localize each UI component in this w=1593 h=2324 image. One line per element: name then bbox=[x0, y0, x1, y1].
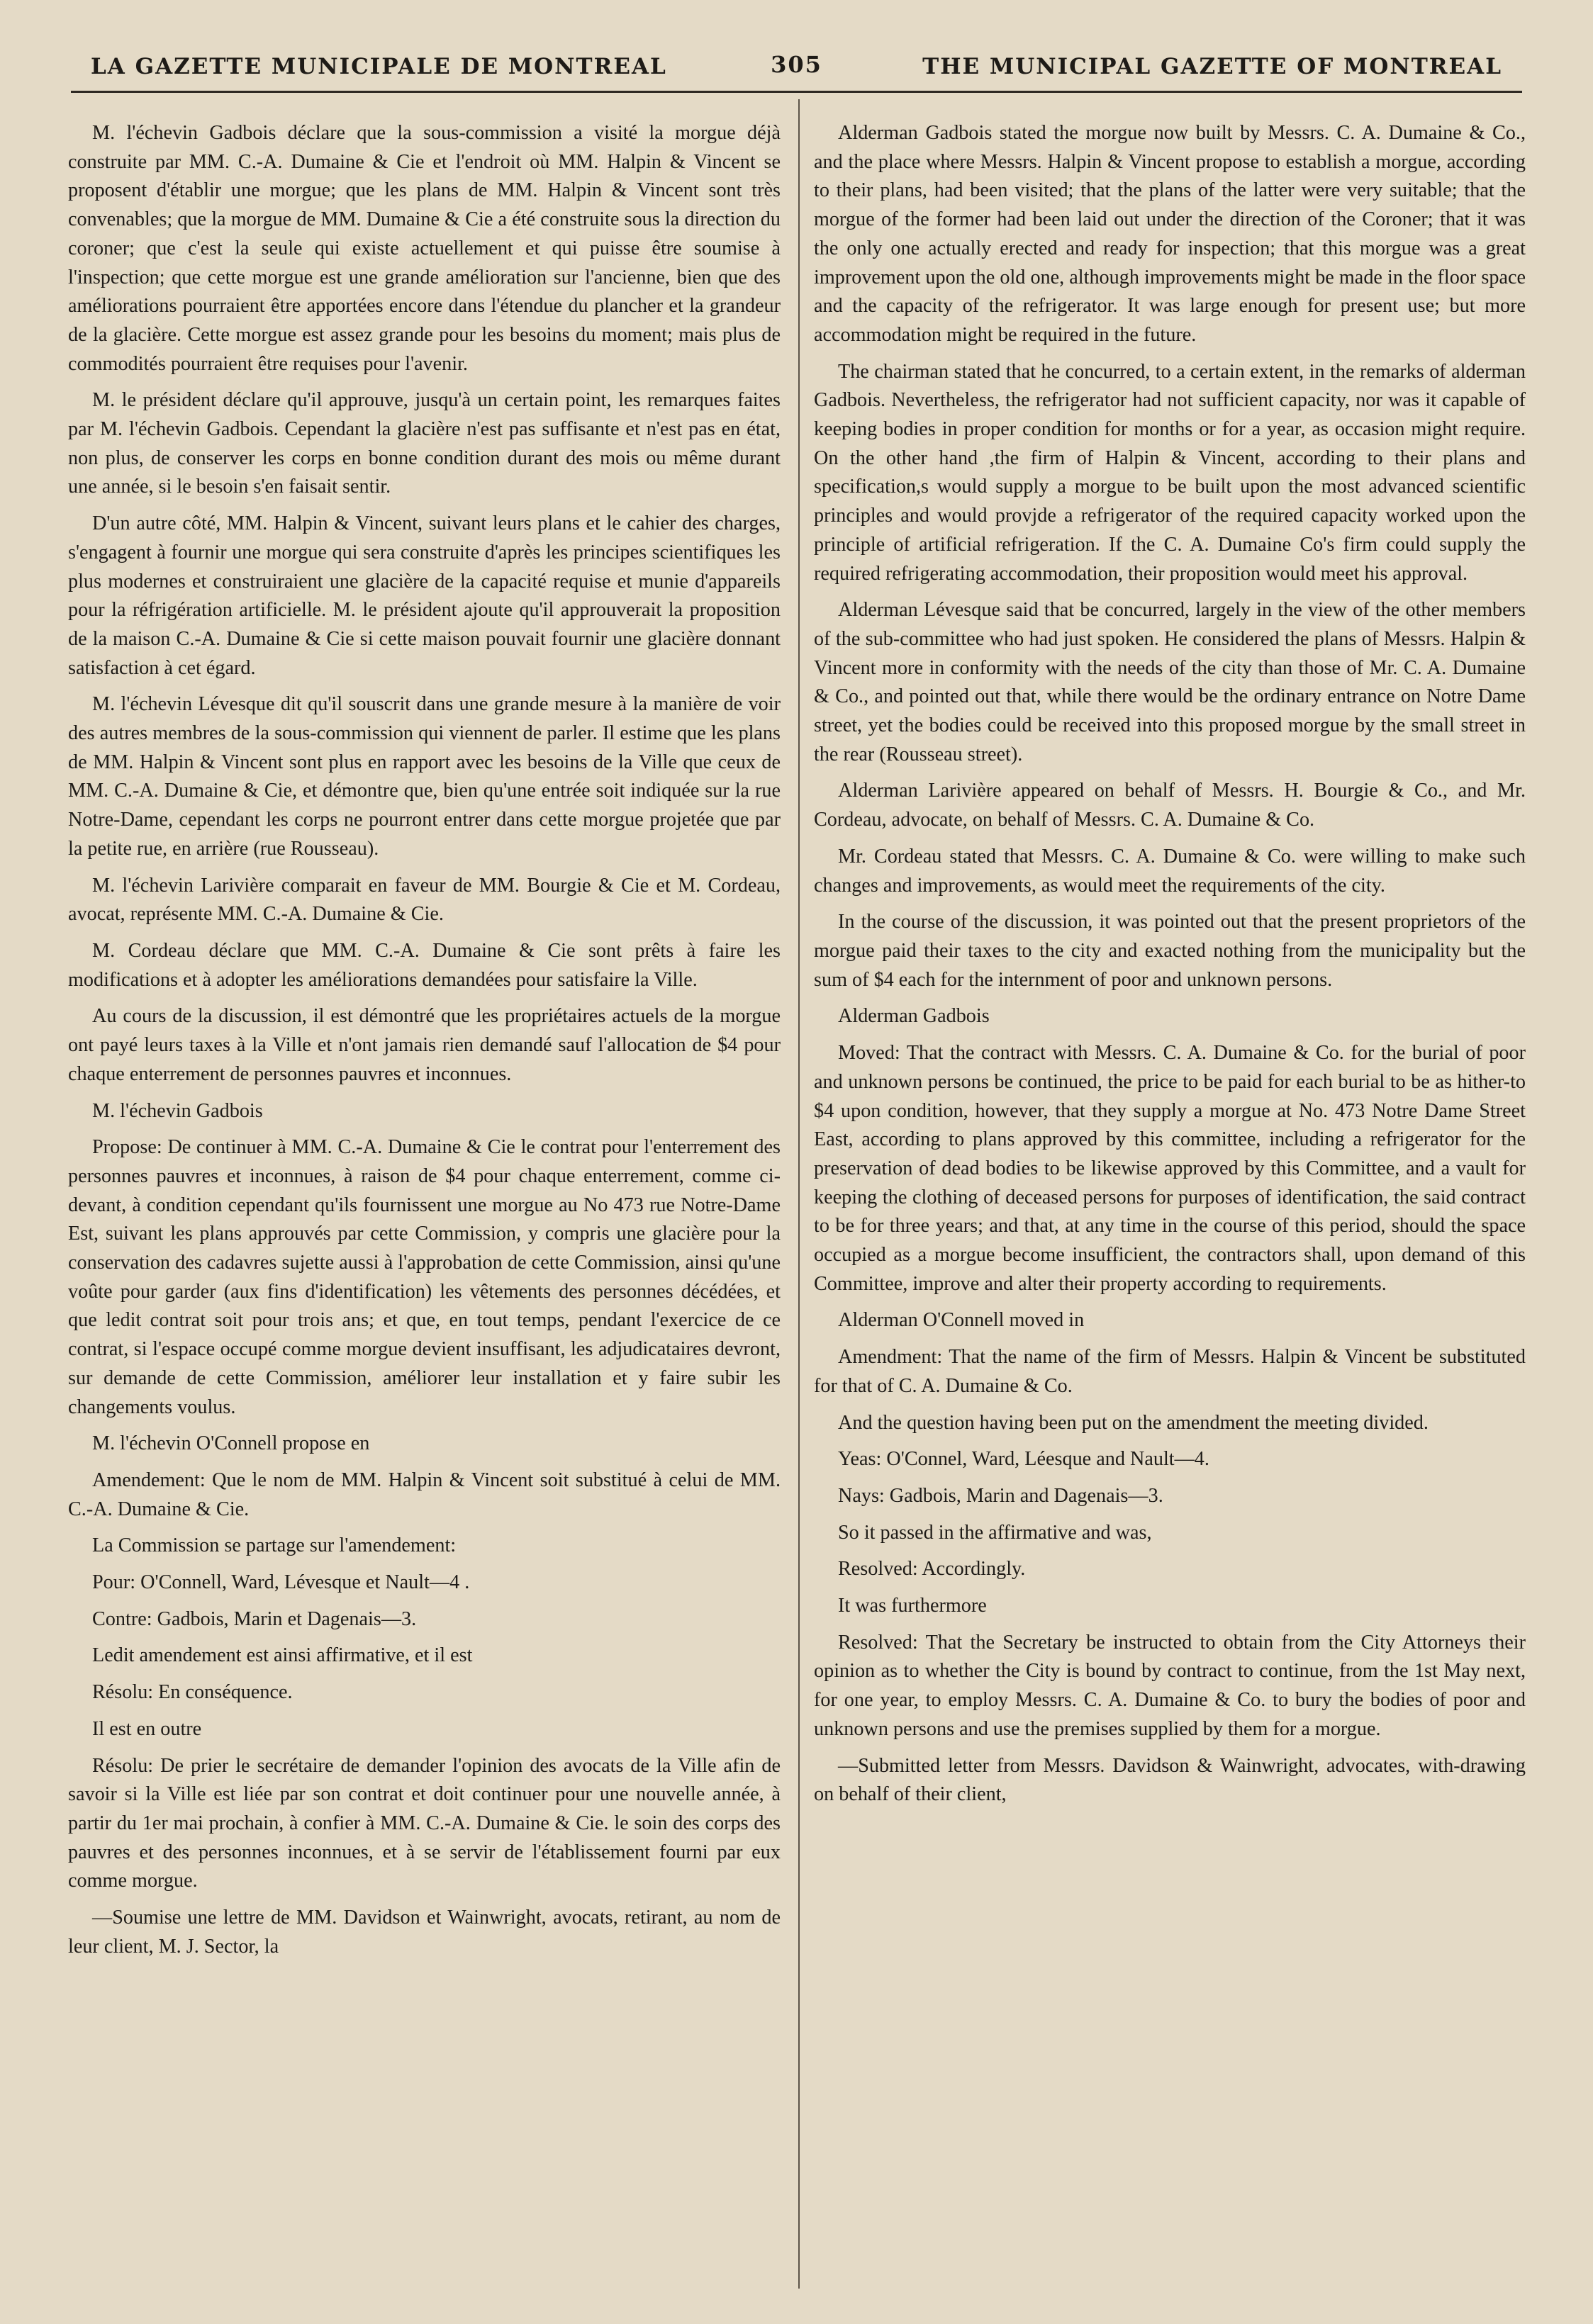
en-yeas: Yeas: O'Connel, Ward, Léesque and Nault—4. bbox=[838, 1448, 1209, 1471]
en-nays: Nays: Gadbois, Marin and Dagenais—3. bbox=[838, 1484, 1163, 1507]
en-letter: —Submitted letter from Messrs. Davidson & Wainwright, advocates, with-drawing on behalf of their client, bbox=[814, 1754, 1526, 1806]
en-paragraph: In the course of the discussion, it was pointed out that the present proprietors of the morgue paid their taxes to the city and exacted nothing from the municipality but the sum of $4 each for the internment of poor and unknown persons. bbox=[814, 911, 1526, 991]
fr-motion: Propose: De continuer à MM. C.-A. Dumaine & Cie le contrat pour l'enterrement des personnes pauvres et inconnues, à raison de $4 pour chaque enterrement, comme ci-devant, à condition cependant qu'ils fournissent une morgue au No 473 rue Notre-Dame Est, suivant les plans approuvés par cette Commission, y compris une glacière pour la conservation des cadavres sujette aussi à l'approbation de cette Commission, ainsi qu'une voûte pour garder (aux fins d'identification) les vêtements des personnes décédées, et que ledit contrat soit pour trois ans; et que, en tout temps, pendant l'exercice de ce contrat, si l'espace occupé comme morgue devient insuffisant, les adjudicataires devront, sur demande de cette Commission, améliorer leur installation et y faire subir les changements voulus. bbox=[68, 1136, 781, 1418]
french-column bbox=[68, 119, 781, 1969]
fr-vote-for: Pour: O'Connell, Ward, Lévesque et Nault—4 . bbox=[92, 1571, 470, 1594]
en-resolution: Resolved: That the Secretary be instructed to obtain from the City Attorneys their opinion as to whether the City is bound by contract to continue, from the 1st May next, for one year, to employ Messrs. C. A. Dumaine & Co. to bury the bodies of poor and unknown persons and use the premises supplied by them for a morgue. bbox=[814, 1631, 1526, 1740]
fr-further: Il est en outre bbox=[92, 1717, 202, 1740]
english-running-title: THE MUNICIPAL GAZETTE OF MONTREAL bbox=[922, 54, 1502, 79]
fr-paragraph: M. Cordeau déclare que MM. C.-A. Dumaine & Cie sont prêts à faire les modifications et à adopter les améliorations demandées pour satisfaire la Ville. bbox=[68, 939, 781, 991]
fr-paragraph: M. l'échevin Lévesque dit qu'il souscrit dans une grande mesure à la manière de voir des autres membres de la sous-commission qui viennent de parler. Il estime que les plans de MM. Halpin & Vincent sont plus en rapport avec les besoins de la Ville que ceux de MM. C.-A. Dumaine & Cie, et démontre que, bien qu'une entrée soit indiquée sur la rue Notre-Dame, cependant les corps ne pourront entrer dans cette morgue projetée que par la petite rue, en arrière (rue Rousseau). bbox=[68, 693, 781, 860]
fr-paragraph: M. l'échevin Gadbois déclare que la sous-commission a visité la morgue déjà construite par MM. C.-A. Dumaine & Cie et l'endroit où MM. Halpin & Vincent se proposent d'établir une morgue; que les plans de MM. Halpin & Vincent sont très convenables; que la morgue de MM. Dumaine & Cie a été construite sous la direction du coroner; que c'est la seule qui existe actuellement et qui puisse être soumise à l'inspection; que cette morgue est une grande amélioration sur l'ancienne, bien que des améliorations pourraient être apportées encore dans l'étendue du plancher et la grandeur de la glacière. Cette morgue est assez grande pour les besoins du moment; mais plus de commodités pourraient être requises pour l'avenir. bbox=[68, 122, 781, 375]
en-paragraph: The chairman stated that he concurred, to a certain extent, in the remarks of alderman Gadbois. Nevertheless, the refrigerator had not sufficient capacity, nor was it capable of keeping bodies in proper condition for months or for a year, as occasion might require. On the other hand ,the firm of Halpin & Vincent, according to their plans and specification,s would supply a morgue to be built upon the most advanced scientific principles and would provjde a refrigerator of the required capacity worked upon the principle of artificial refrigeration. If the C. A. Dumaine Co's firm could supply the required refrigerating accommodation, their proposition would meet his approval. bbox=[814, 360, 1526, 585]
fr-paragraph: M. l'échevin Larivière comparait en faveur de MM. Bourgie & Cie et M. Cordeau, avocat, représente MM. C.-A. Dumaine & Cie. bbox=[68, 874, 781, 926]
fr-vote-against: Contre: Gadbois, Marin et Dagenais—3. bbox=[92, 1607, 417, 1630]
page-number: 305 bbox=[771, 51, 822, 78]
fr-paragraph: Au cours de la discussion, il est démontré que les propriétaires actuels de la morgue ont payé leurs taxes à la Ville et n'ont jamais rien demandé sauf l'allocation de $4 pour chaque enterrement de personnes pauvres et inconnues. bbox=[68, 1005, 781, 1085]
page-header bbox=[91, 48, 1502, 91]
fr-result: Ledit amendement est ainsi affirmative, et il est bbox=[92, 1644, 473, 1667]
en-division: And the question having been put on the amendment the meeting divided. bbox=[838, 1411, 1429, 1434]
fr-division: La Commission se partage sur l'amendement: bbox=[92, 1534, 457, 1557]
en-resolved: Resolved: Accordingly. bbox=[838, 1558, 1026, 1581]
fr-mover: M. l'échevin Gadbois bbox=[92, 1099, 263, 1122]
en-paragraph: Alderman Larivière appeared on behalf of Messrs. H. Bourgie & Co., and Mr. Cordeau, advocate, on behalf of Messrs. C. A. Dumaine & Co. bbox=[814, 780, 1526, 831]
column-divider bbox=[798, 99, 800, 2289]
fr-resolved: Résolu: En conséquence. bbox=[92, 1681, 293, 1704]
en-motion: Moved: That the contract with Messrs. C. A. Dumaine & Co. for the burial of poor and unknown persons be continued, the price to be paid for each burial to be as hither-to $4 upon condition, however, that they supply a morgue at No. 473 Notre Dame Street East, according to plans approved by this committee, including a refrigerator for the preservation of dead bodies to be likewise approved by this Committee, and a vault for keeping the clothing of deceased persons for purposes of identification, the said contract to be for three years; and that, at any time in the course of this period, should the space occupied as a morgue become insufficient, the contractors shall, upon demand of this Committee, improve and alter their property according to requirements. bbox=[814, 1042, 1526, 1295]
fr-paragraph: M. le président déclare qu'il approuve, jusqu'à un certain point, les remarques faites par M. l'échevin Gadbois. Cependant la glacière n'est pas suffisante et n'est pas en état, non plus, de conserver les corps en bonne condition durant des mois ou même durant une année, si le besoin s'en faisait sentir. bbox=[68, 389, 781, 498]
en-paragraph: Alderman Lévesque said that be concurred, largely in the view of the other members of the sub-committee who had just spoken. He considered the plans of Messrs. Halpin & Vincent more in conformity with the needs of the city than those of Mr. C. A. Dumaine & Co., and pointed out that, while there would be the ordinary entrance on Notre Dame street, yet the bodies could be received into this proposed morgue by the small street in the rear (Rousseau street). bbox=[814, 599, 1526, 765]
french-running-title: LA GAZETTE MUNICIPALE DE MONTREAL bbox=[91, 54, 667, 79]
fr-amendment: Amendement: Que le nom de MM. Halpin & Vincent soit substitué à celui de MM. C.-A. Dumaine & Cie. bbox=[68, 1469, 781, 1520]
fr-amendment-intro: M. l'échevin O'Connell propose en bbox=[92, 1432, 370, 1455]
en-further: It was furthermore bbox=[838, 1595, 987, 1617]
english-column bbox=[814, 119, 1526, 1817]
en-amendment-intro: Alderman O'Connell moved in bbox=[838, 1309, 1085, 1332]
fr-letter: —Soumise une lettre de MM. Davidson et Wainwright, avocats, retirant, au nom de leur client, M. J. Sector, la bbox=[68, 1907, 781, 1958]
fr-resolution: Résolu: De prier le secrétaire de demander l'opinion des avocats de la Ville afin de savoir si la Ville est liée par son contrat et doit continuer pour une nouvelle année, à partir du 1er mai prochain, à confier à MM. C.-A. Dumaine & Cie. le soin des corps des pauvres et des personnes inconnues, et à se servir de l'établissement fourni par eux comme morgue. bbox=[68, 1754, 781, 1892]
fr-paragraph: D'un autre côté, MM. Halpin & Vincent, suivant leurs plans et le cahier des charges, s'engagent à fournir une morgue qui sera construite d'après les principes scientifiques les plus modernes et construiraient une glacière de la capacité requise et munie d'appareils pour la réfrigération artificielle. M. le président ajoute qu'il approuverait la proposition de la maison C.-A. Dumaine & Cie si cette maison pouvait fournir une glacière donnant satisfaction à cet égard. bbox=[68, 512, 781, 679]
header-rule bbox=[71, 91, 1522, 93]
en-amendment: Amendment: That the name of the firm of Messrs. Halpin & Vincent be substituted for that of C. A. Dumaine & Co. bbox=[814, 1346, 1526, 1397]
en-paragraph: Mr. Cordeau stated that Messrs. C. A. Dumaine & Co. were willing to make such changes and improvements, as would meet the requirements of the city. bbox=[814, 845, 1526, 897]
en-mover: Alderman Gadbois bbox=[838, 1005, 990, 1028]
en-result: So it passed in the affirmative and was, bbox=[838, 1521, 1152, 1544]
en-paragraph: Alderman Gadbois stated the morgue now built by Messrs. C. A. Dumaine & Co., and the place where Messrs. Halpin & Vincent propose to establish a morgue, according to their plans, had been visited; that the plans of the latter were very suitable; that the morgue of the former had been laid out under the direction of the Coroner; that it was the only one actually erected and ready for inspection; that this morgue was a great improvement upon the old one, although improvements might be made in the floor space and the capacity of the refrigerator. It was large enough for present use; but more accommodation might be required in the future. bbox=[814, 122, 1526, 346]
